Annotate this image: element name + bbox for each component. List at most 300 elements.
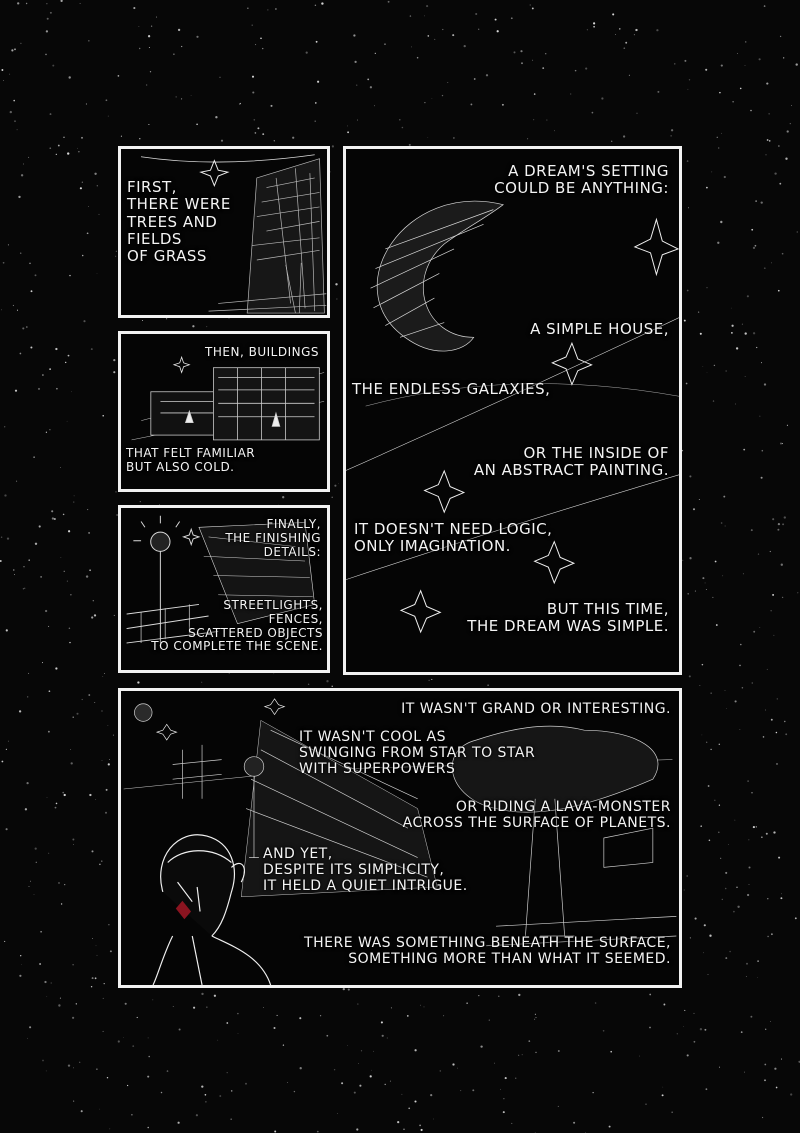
- star-dot: [82, 699, 83, 700]
- star-dot: [64, 571, 65, 572]
- star-dot: [403, 1129, 404, 1130]
- star-dot: [761, 362, 762, 363]
- star-dot: [702, 577, 704, 579]
- star-dot: [20, 955, 21, 956]
- star-dot: [373, 1051, 374, 1052]
- star-dot: [645, 1103, 646, 1104]
- star-dot: [245, 1083, 247, 1085]
- star-dot: [452, 34, 454, 36]
- star-dot: [33, 456, 34, 457]
- star-dot: [639, 1056, 640, 1057]
- star-dot: [58, 1004, 60, 1006]
- star-dot: [255, 132, 257, 134]
- star-dot: [797, 231, 798, 232]
- star-dot: [687, 89, 688, 90]
- star-dot: [20, 353, 22, 355]
- star-dot: [49, 368, 51, 370]
- caption-line: BUT ALSO COLD.: [126, 459, 235, 474]
- star-dot: [31, 290, 33, 292]
- star-dot: [749, 840, 750, 841]
- star-dot: [252, 91, 254, 93]
- star-dot: [731, 308, 732, 309]
- star-dot: [759, 58, 761, 60]
- star-dot: [442, 95, 443, 96]
- star-dot: [88, 694, 90, 696]
- star-dot: [636, 113, 637, 114]
- star-dot: [735, 404, 736, 405]
- star-dot: [657, 91, 659, 93]
- star-dot: [347, 125, 348, 126]
- star-dot: [148, 1038, 149, 1039]
- star-dot: [785, 733, 787, 735]
- star-dot: [671, 129, 673, 131]
- star-dot: [10, 111, 12, 113]
- caption-line: A DREAM'S SETTING: [508, 162, 669, 180]
- star-dot: [684, 60, 686, 62]
- caption-line: SWINGING FROM STAR TO STAR: [299, 745, 536, 762]
- star-dot: [752, 683, 753, 684]
- star-dot: [97, 185, 98, 186]
- star-dot: [299, 1017, 301, 1019]
- wide-caption-2: [299, 729, 535, 777]
- star-dot: [193, 1007, 195, 1009]
- star-dot: [167, 1070, 169, 1072]
- star-dot: [776, 763, 777, 764]
- star-dot: [407, 1015, 409, 1017]
- star-dot: [63, 137, 64, 138]
- star-dot: [13, 305, 14, 306]
- star-dot: [656, 29, 658, 31]
- star-dot: [26, 782, 28, 784]
- caption-line: ONLY IMAGINATION.: [354, 537, 511, 556]
- star-dot: [554, 130, 555, 131]
- star-dot: [725, 872, 727, 874]
- star-dot: [615, 34, 616, 35]
- star-dot: [1, 309, 2, 310]
- star-dot: [619, 28, 620, 29]
- star-dot: [35, 848, 37, 850]
- star-dot: [421, 1129, 423, 1131]
- star-dot: [790, 123, 791, 124]
- star-dot: [772, 518, 774, 520]
- star-dot: [753, 247, 755, 249]
- star-dot: [533, 119, 534, 120]
- star-dot: [64, 884, 65, 885]
- star-dot: [60, 467, 61, 468]
- star-dot: [104, 673, 105, 674]
- star-dot: [741, 1031, 743, 1033]
- star-dot: [103, 1031, 104, 1032]
- star-dot: [196, 123, 198, 125]
- star-dot: [776, 1087, 778, 1089]
- star-dot: [133, 7, 135, 9]
- star-dot: [0, 560, 2, 562]
- star-dot: [367, 78, 369, 80]
- star-dot: [47, 18, 49, 20]
- star-dot: [149, 47, 150, 48]
- star-dot: [147, 1127, 149, 1129]
- star-dot: [706, 742, 707, 743]
- star-dot: [70, 594, 71, 595]
- star-dot: [67, 421, 68, 422]
- star-dot: [706, 589, 707, 590]
- star-dot: [62, 792, 64, 794]
- star-dot: [720, 221, 722, 223]
- star-dot: [15, 390, 17, 392]
- star-dot: [50, 113, 52, 115]
- wide-caption-3: [403, 799, 671, 831]
- caption-line: WITH SUPERPOWERS: [299, 761, 456, 778]
- star-dot: [452, 1063, 454, 1065]
- star-dot: [176, 96, 177, 97]
- star-dot: [87, 509, 88, 510]
- star-dot: [763, 736, 765, 738]
- star-dot: [595, 1002, 597, 1004]
- star-dot: [206, 1007, 207, 1008]
- star-dot: [535, 1014, 536, 1015]
- star-dot: [494, 1063, 495, 1064]
- star-dot: [518, 994, 520, 996]
- star-dot: [732, 101, 733, 102]
- star-icon: [174, 357, 189, 372]
- star-dot: [478, 995, 479, 996]
- star-dot: [689, 557, 691, 559]
- star-dot: [113, 371, 115, 373]
- star-dot: [745, 41, 747, 43]
- star-dot: [72, 839, 74, 841]
- star-dot: [139, 138, 140, 139]
- star-dot: [420, 1005, 421, 1006]
- star-dot: [359, 1085, 361, 1087]
- star-dot: [402, 127, 404, 129]
- star-dot: [19, 975, 21, 977]
- star-dot: [770, 1021, 771, 1022]
- star-dot: [52, 517, 54, 519]
- star-dot: [334, 485, 336, 487]
- star-dot: [755, 245, 757, 247]
- star-dot: [534, 1019, 535, 1020]
- star-dot: [427, 35, 429, 37]
- caption-line: SOMETHING MORE THAN WHAT IT SEEMED.: [348, 951, 671, 968]
- star-dot: [108, 763, 110, 765]
- star-dot: [30, 881, 31, 882]
- star-dot: [715, 561, 717, 563]
- caption-line: OR THE INSIDE OF: [523, 444, 669, 462]
- star-dot: [76, 713, 78, 715]
- star-dot: [731, 332, 733, 334]
- star-dot: [308, 684, 309, 685]
- star-dot: [110, 950, 112, 952]
- star-dot: [729, 951, 731, 953]
- star-dot: [260, 38, 262, 40]
- star-dot: [341, 1082, 343, 1084]
- star-dot: [26, 3, 27, 4]
- star-dot: [3, 262, 5, 264]
- star-dot: [19, 710, 21, 712]
- star-dot: [428, 680, 429, 681]
- star-dot: [46, 1071, 47, 1072]
- star-dot: [708, 785, 710, 787]
- star-dot: [791, 105, 792, 106]
- star-dot: [503, 1098, 504, 1099]
- star-dot: [27, 1038, 28, 1039]
- star-dot: [238, 1033, 239, 1034]
- star-dot: [700, 825, 702, 827]
- star-dot: [764, 1064, 766, 1066]
- star-dot: [95, 615, 96, 616]
- star-dot: [40, 931, 42, 933]
- star-dot: [29, 1026, 31, 1028]
- star-dot: [54, 518, 56, 520]
- star-dot: [371, 1070, 372, 1071]
- star-dot: [179, 1028, 181, 1030]
- star-dot: [326, 1035, 328, 1037]
- star-dot: [113, 735, 114, 736]
- star-dot: [109, 759, 110, 760]
- caption-line: FIRST,: [127, 178, 177, 196]
- star-dot: [511, 1123, 512, 1124]
- star-dot: [46, 3, 47, 4]
- star-dot: [101, 710, 102, 711]
- star-dot: [411, 47, 412, 48]
- star-dot: [139, 48, 140, 49]
- star-dot: [237, 1013, 238, 1014]
- caption-line: ACROSS THE SURFACE OF PLANETS.: [402, 815, 671, 832]
- star-dot: [593, 22, 595, 24]
- star-dot: [181, 46, 182, 47]
- star-dot: [764, 1079, 766, 1081]
- star-dot: [205, 1101, 206, 1102]
- star-dot: [317, 81, 319, 83]
- panel-wide-scene: [118, 688, 682, 988]
- star-dot: [694, 1041, 696, 1043]
- star-dot: [68, 1064, 70, 1066]
- star-dot: [725, 888, 727, 890]
- star-dot: [781, 564, 783, 566]
- star-dot: [769, 140, 771, 142]
- star-dot: [686, 383, 688, 385]
- star-dot: [761, 837, 762, 838]
- star-dot: [356, 1128, 358, 1130]
- star-dot: [88, 206, 89, 207]
- star-dot: [698, 311, 699, 312]
- star-dot: [151, 26, 152, 27]
- star-dot: [690, 937, 691, 938]
- star-dot: [357, 120, 358, 121]
- lamp-icon: [244, 757, 264, 777]
- caption-line: THERE WERE: [127, 195, 231, 214]
- moon-icon: [134, 704, 152, 722]
- star-dot: [146, 84, 147, 85]
- star-dot: [735, 700, 737, 702]
- caption-line: OF GRASS: [127, 247, 207, 265]
- star-dot: [431, 679, 432, 680]
- star-dot: [7, 537, 9, 539]
- star-dot: [723, 496, 725, 498]
- panel-buildings: [118, 331, 330, 492]
- star-dot: [740, 644, 742, 646]
- star-dot: [73, 1068, 74, 1069]
- dream-caption-4: [474, 445, 669, 480]
- star-dot: [689, 475, 691, 477]
- star-dot: [475, 13, 477, 15]
- star-dot: [682, 560, 683, 561]
- star-dot: [759, 627, 760, 628]
- star-dot: [81, 1110, 83, 1112]
- star-dot: [447, 82, 448, 83]
- star-dot: [48, 853, 49, 854]
- star-dot: [711, 693, 712, 694]
- star-dot: [782, 597, 783, 598]
- trees-caption: [127, 179, 231, 265]
- star-dot: [326, 680, 328, 682]
- star-dot: [434, 39, 435, 40]
- star-dot: [767, 898, 768, 899]
- star-dot: [370, 1075, 372, 1077]
- star-dot: [79, 1062, 80, 1063]
- star-dot: [123, 1037, 124, 1038]
- star-dot: [782, 253, 784, 255]
- star-dot: [150, 71, 151, 72]
- star-dot: [69, 628, 71, 630]
- star-dot: [47, 797, 48, 798]
- star-dot: [684, 1010, 685, 1011]
- caption-line: THEN, BUILDINGS: [205, 345, 319, 359]
- star-dot: [770, 551, 771, 552]
- star-dot: [766, 83, 768, 85]
- star-dot: [17, 310, 18, 311]
- star-dot: [527, 138, 528, 139]
- star-dot: [89, 569, 91, 571]
- star-dot: [710, 749, 711, 750]
- star-dot: [522, 1054, 523, 1055]
- star-dot: [34, 894, 35, 895]
- star-dot: [201, 1085, 203, 1087]
- star-dot: [93, 600, 94, 601]
- star-dot: [374, 105, 375, 106]
- star-dot: [105, 812, 107, 814]
- star-dot: [275, 8, 277, 10]
- star-dot: [771, 610, 772, 611]
- star-dot: [747, 295, 749, 297]
- star-dot: [735, 820, 736, 821]
- star-dot: [255, 44, 256, 45]
- star-dot: [21, 174, 23, 176]
- star-dot: [733, 911, 735, 913]
- star-dot: [44, 981, 46, 983]
- star-dot: [739, 665, 741, 667]
- star-dot: [91, 616, 93, 618]
- star-dot: [381, 1021, 383, 1023]
- star-dot: [711, 172, 712, 173]
- star-dot: [334, 1069, 335, 1070]
- star-dot: [99, 214, 100, 215]
- star-dot: [408, 1107, 410, 1109]
- star-dot: [774, 172, 776, 174]
- star-dot: [777, 698, 778, 699]
- star-dot: [674, 63, 675, 64]
- star-dot: [99, 1109, 100, 1110]
- star-dot: [785, 158, 787, 160]
- star-icon: [401, 591, 440, 632]
- star-dot: [505, 1077, 507, 1079]
- star-dot: [219, 1095, 221, 1097]
- star-dot: [226, 1022, 228, 1024]
- star-dot: [103, 998, 104, 999]
- star-dot: [78, 151, 79, 152]
- caption-line: THE FINISHING: [225, 530, 321, 545]
- star-dot: [689, 675, 691, 677]
- star-dot: [487, 685, 488, 686]
- star-dot: [440, 1070, 442, 1072]
- star-dot: [51, 982, 52, 983]
- star-dot: [46, 30, 48, 32]
- star-dot: [744, 1072, 745, 1073]
- star-dot: [18, 196, 20, 198]
- star-dot: [29, 886, 30, 887]
- star-dot: [69, 642, 70, 643]
- star-dot: [215, 116, 217, 118]
- star-dot: [247, 8, 248, 9]
- details-caption-bottom: [151, 599, 323, 654]
- star-dot: [48, 731, 50, 733]
- star-dot: [767, 936, 768, 937]
- star-dot: [357, 1004, 358, 1005]
- star-dot: [73, 717, 74, 718]
- star-dot: [745, 332, 747, 334]
- star-dot: [115, 491, 116, 492]
- star-dot: [108, 924, 109, 925]
- star-dot: [771, 933, 773, 935]
- star-dot: [762, 450, 764, 452]
- star-dot: [131, 1114, 133, 1116]
- star-dot: [81, 137, 83, 139]
- star-dot: [56, 803, 58, 805]
- star-dot: [498, 996, 499, 997]
- star-dot: [796, 63, 798, 65]
- star-dot: [558, 1106, 559, 1107]
- star-dot: [20, 252, 21, 253]
- star-dot: [495, 19, 497, 21]
- star-dot: [419, 1124, 421, 1126]
- star-dot: [795, 917, 797, 919]
- caption-line: TREES AND: [127, 212, 218, 231]
- star-dot: [695, 918, 697, 920]
- star-dot: [612, 13, 614, 15]
- star-dot: [625, 42, 627, 44]
- star-dot: [274, 1131, 276, 1133]
- caption-line: STREETLIGHTS,: [223, 598, 323, 612]
- star-dot: [399, 119, 401, 121]
- star-dot: [532, 60, 533, 61]
- star-dot: [28, 157, 29, 158]
- star-dot: [13, 569, 14, 570]
- star-dot: [28, 559, 30, 561]
- star-dot: [764, 383, 766, 385]
- caption-line: SCATTERED OBJECTS: [188, 625, 323, 640]
- dream-caption-6: [467, 601, 669, 636]
- star-dot: [388, 1, 390, 3]
- star-dot: [705, 582, 706, 583]
- star-dot: [332, 686, 333, 687]
- star-dot: [152, 999, 153, 1000]
- star-dot: [61, 557, 62, 558]
- star-dot: [294, 1091, 295, 1092]
- star-dot: [14, 574, 15, 575]
- star-dot: [585, 68, 587, 70]
- star-dot: [148, 1056, 150, 1058]
- star-dot: [731, 325, 733, 327]
